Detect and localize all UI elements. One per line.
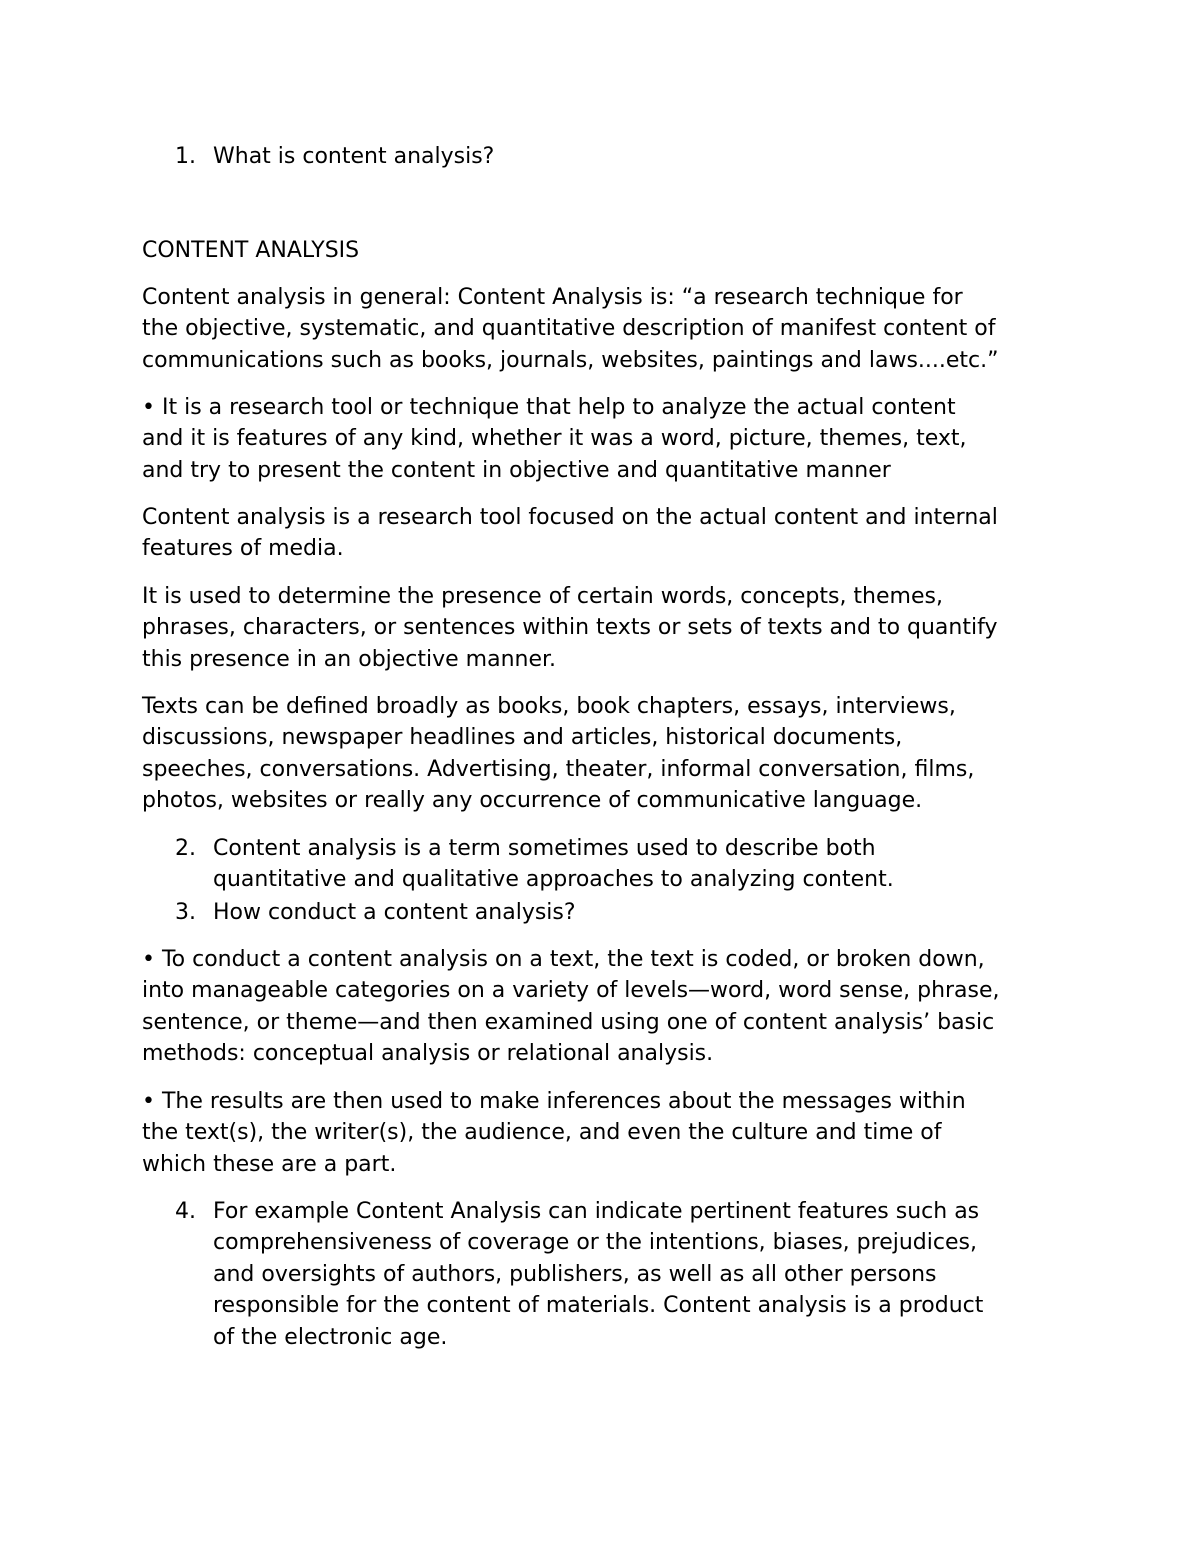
paragraph-general [142,282,1102,376]
text-line: Content analysis is a term sometimes used to describe both [213,836,876,861]
text-line: the objective, systematic, and quantitative description of manifest content of [142,316,996,342]
list-number: 1. [175,144,196,169]
text-line: Content analysis is a research tool focused on the actual content and internal [142,505,998,530]
text-line: communications such as books, journals, websites, paintings and laws....etc.” [142,347,999,373]
text-line: and oversights of authors, publishers, as well as all other persons [213,1261,937,1287]
text-line: phrases, characters, or sentences within texts or sets of texts and to quantify [142,615,998,641]
text-line: features of media. [142,536,344,562]
text-line: the text(s), the writer(s), the audience, and even the culture and time of [142,1120,942,1146]
section-heading [142,235,1102,266]
bullet-paragraph-conduct [142,944,1102,1070]
text-line: into manageable categories on a variety of levels—word, word sense, phrase, [142,978,1000,1004]
text-line: and try to present the content in objective and quantitative manner [142,457,891,483]
text-line: methods: conceptual analysis or relational analysis. [142,1041,714,1067]
text-line: this presence in an objective manner. [142,646,557,672]
list-text [213,833,894,896]
text-line: • To conduct a content analysis on a text, the text is coded, or broken down, [142,947,985,972]
text-line: Texts can be defined broadly as books, book chapters, essays, interviews, [142,694,956,719]
bullet-paragraph-research-tool [142,392,1102,486]
text-line: quantitative and qualitative approaches to analyzing content. [213,867,894,893]
list-number: 4. [175,1199,196,1224]
text-line: • It is a research tool or technique that help to analyze the actual content [142,395,956,420]
list-text: What is content analysis? [213,144,495,169]
text-line: responsible for the content of materials. Content analysis is a product [213,1293,984,1319]
text-line: sentence, or theme—and then examined using one of content analysis’ basic [142,1009,995,1035]
text-line: It is used to determine the presence of certain words, concepts, themes, [142,584,943,609]
text-line: comprehensiveness of coverage or the intentions, biases, prejudices, [213,1230,977,1256]
text-line: discussions, newspaper headlines and articles, historical documents, [142,725,903,751]
text-line: Content analysis in general: Content Analysis is: “a research technique for [142,285,963,310]
list-text [213,1196,983,1353]
text-line: and it is features of any kind, whether it was a word, picture, themes, text, [142,426,967,452]
heading-text: CONTENT ANALYSIS [142,238,360,263]
text-line: which these are a part. [142,1151,397,1177]
text-line: of the electronic age. [213,1324,448,1350]
list-number: 2. [175,836,196,861]
list-number: 3. [175,900,196,925]
paragraph-focused [142,502,1102,565]
bullet-paragraph-results [142,1086,1102,1180]
paragraph-used [142,581,1102,675]
list-text: How conduct a content analysis? [213,900,576,925]
text-line: speeches, conversations. Advertising, theater, informal conversation, films, [142,756,975,782]
text-line: photos, websites or really any occurrence of communicative language. [142,788,923,814]
text-line: For example Content Analysis can indicate pertinent features such as [213,1199,980,1224]
paragraph-texts [142,691,1102,817]
text-line: • The results are then used to make inferences about the messages within [142,1089,966,1114]
